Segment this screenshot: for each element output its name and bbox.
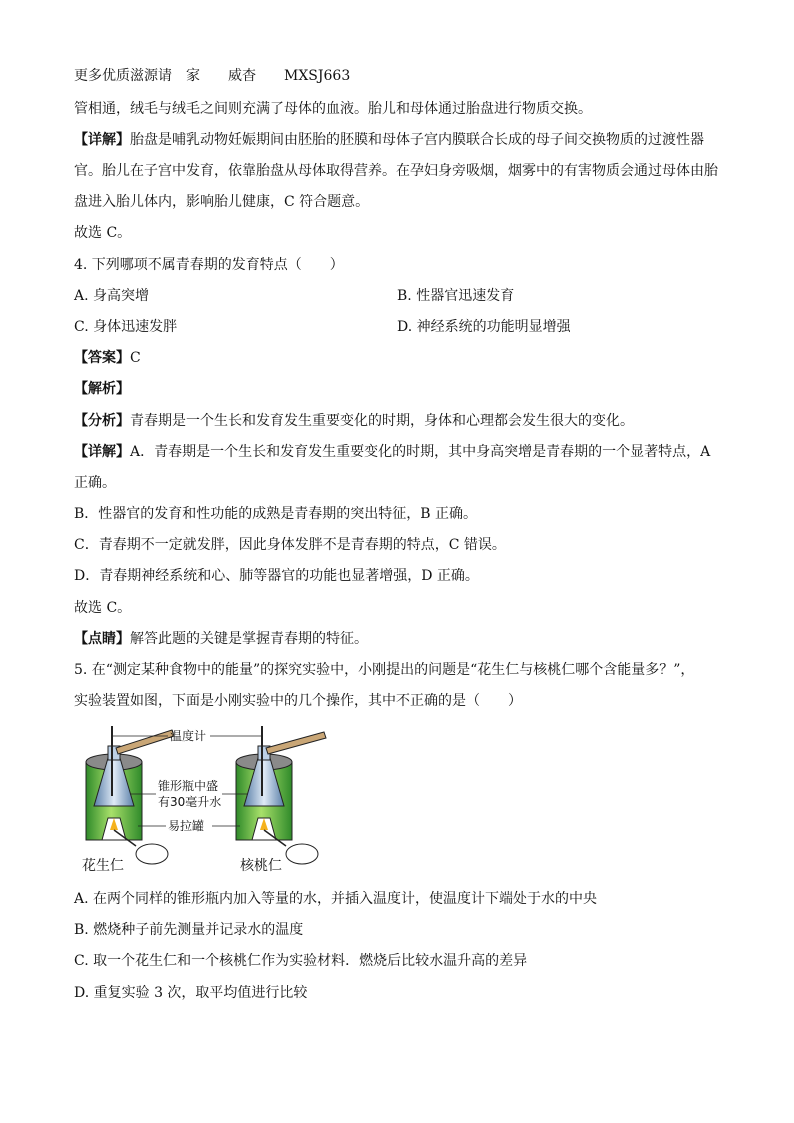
- q5-option-c: C. 取一个花生仁和一个核桃仁作为实验材料．燃烧后比较水温升高的差异: [74, 953, 528, 969]
- q4-stem: 4. 下列哪项不属青春期的发育特点（ ）: [74, 257, 344, 273]
- experiment-figure: [74, 722, 344, 882]
- q3-detail-line: 盘进入胎儿体内，影响胎儿健康，C 符合题意。: [74, 194, 370, 210]
- answer-tag: 【答案】: [74, 350, 130, 366]
- q3-tail-line: 管相通，绒毛与绒毛之间则充满了母体的血液。胎儿和母体通过胎盘进行物质交换。: [74, 101, 592, 117]
- label-flask-line2: 有30毫升水: [158, 795, 222, 809]
- hand: [136, 844, 168, 864]
- q4-detail-d: D．青春期神经系统和心、肺等器官的功能也显著增强，D 正确。: [74, 568, 479, 584]
- q4-option-c: C. 身体迅速发胖: [74, 319, 178, 335]
- detail-tag: 【详解】: [74, 132, 130, 148]
- clamp-arm: [116, 730, 174, 754]
- q5-stem-line2: 实验装置如图，下面是小刚实验中的几个操作，其中不正确的是（ ）: [74, 693, 522, 709]
- q4-conclusion: 故选 C。: [74, 600, 132, 616]
- label-thermometer: 温度计: [170, 729, 207, 743]
- page-header: 更多优质滋源请 家 威杳 MXSJ663: [74, 68, 351, 84]
- label-can: 易拉罐: [168, 819, 205, 833]
- q4-option-d: D. 神经系统的功能明显增强: [397, 319, 571, 335]
- q4-detail-a-cont: 正确。: [74, 475, 116, 491]
- q3-conclusion: 故选 C。: [74, 225, 132, 241]
- clamp-arm: [266, 732, 326, 754]
- caption-walnut: 核桃仁: [240, 858, 282, 874]
- caption-peanut: 花生仁: [82, 858, 124, 874]
- q4-fenxi: [74, 411, 634, 431]
- detail-tag: 【详解】: [74, 444, 130, 460]
- q4-analysis-tag: 【解析】: [74, 381, 130, 397]
- detail-text: 胎盘是哺乳动物妊娠期间由胚胎的胚膜和母体子宫内膜联合长成的母子间交换物质的过渡性器: [130, 132, 704, 148]
- label-flask-line1: 锥形瓶中盛: [158, 779, 219, 793]
- dianjing-text: 解答此题的关键是掌握青春期的特征。: [130, 631, 368, 647]
- q3-detail-line: [74, 130, 704, 150]
- q3-detail-line: 官。胎儿在子宫中发育，依靠胎盘从母体取得营养。在孕妇身旁吸烟，烟雾中的有害物质会通过母体由胎: [74, 163, 718, 179]
- answer-value: C: [130, 350, 141, 366]
- q4-detail-b: B．性器官的发育和性功能的成熟是青春期的突出特征，B 正确。: [74, 506, 478, 522]
- q5-option-d: D. 重复实验 3 次，取平均值进行比较: [74, 985, 308, 1001]
- q5-option-b: B. 燃烧种子前先测量并记录水的温度: [74, 922, 304, 938]
- q4-answer: [74, 348, 141, 368]
- fenxi-text: 青春期是一个生长和发育发生重要变化的时期，身体和心理都会发生很大的变化。: [130, 413, 634, 429]
- q4-option-b: B. 性器官迅速发育: [397, 288, 515, 304]
- dianjing-tag: 【点睛】: [74, 631, 130, 647]
- q5-stem-line1: 5. 在“测定某种食物中的能量”的探究实验中，小刚提出的问题是“花生仁与核桃仁哪个含能量多？”，: [74, 662, 695, 678]
- q5-option-a: A. 在两个同样的锥形瓶内加入等量的水，并插入温度计，使温度计下端处于水的中央: [74, 891, 598, 907]
- fenxi-tag: 【分析】: [74, 413, 130, 429]
- detail-text: A．青春期是一个生长和发育发生重要变化的时期，其中身高突增是青春期的一个显著特点，A: [130, 444, 711, 460]
- q4-detail-c: C．青春期不一定就发胖，因此身体发胖不是青春期的特点，C 错误。: [74, 537, 506, 553]
- q4-option-a: A. 身高突增: [74, 288, 150, 304]
- q4-dianjing: [74, 629, 368, 649]
- q4-detail-a: [74, 442, 710, 462]
- apparatus-right: [236, 726, 326, 874]
- hand: [286, 844, 318, 864]
